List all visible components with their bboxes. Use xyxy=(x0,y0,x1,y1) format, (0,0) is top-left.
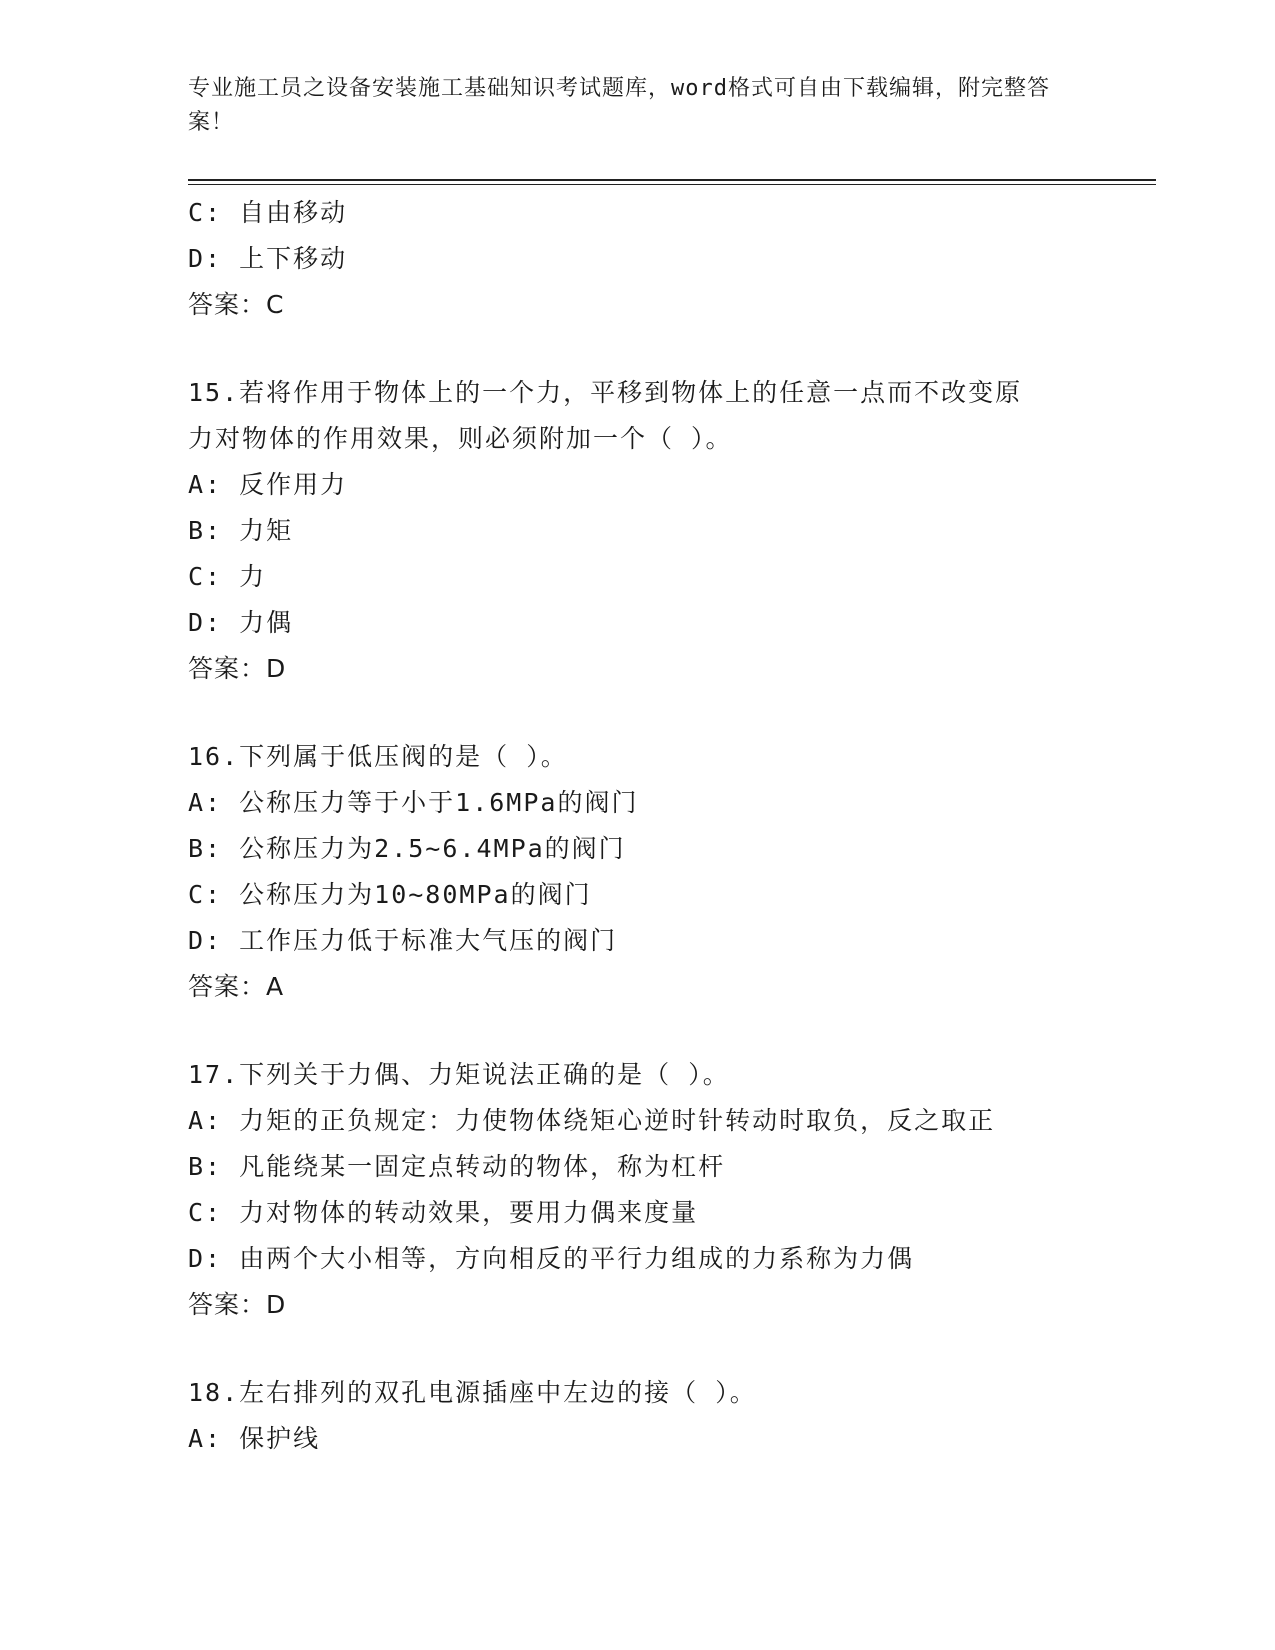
header-divider-thin xyxy=(188,184,1156,185)
question-text-line: 16.下列属于低压阀的是（ ）。 xyxy=(188,742,568,771)
question-text-line: A: 反作用力 xyxy=(188,470,348,499)
question-text-line: D: 由两个大小相等，方向相反的平行力组成的力系称为力偶 xyxy=(188,1244,915,1273)
question-text-line: D: 上下移动 xyxy=(188,244,348,273)
question-text-line: C: 力对物体的转动效果，要用力偶来度量 xyxy=(188,1198,699,1227)
question-text-line: 17.下列关于力偶、力矩说法正确的是（ ）。 xyxy=(188,1060,730,1089)
document-header xyxy=(188,72,1068,140)
question-text-line: A: 力矩的正负规定：力使物体绕矩心逆时针转动时取负，反之取正 xyxy=(188,1106,996,1135)
question-text-line: 力对物体的作用效果，则必须附加一个（ ）。 xyxy=(188,424,733,453)
answer-line: 答案：D xyxy=(188,1290,287,1319)
question-text-line: D: 工作压力低于标准大气压的阀门 xyxy=(188,926,618,955)
question-text-line: 15.若将作用于物体上的一个力，平移到物体上的任意一点而不改变原 xyxy=(188,378,1023,407)
question-text-line: 18.左右排列的双孔电源插座中左边的接（ ）。 xyxy=(188,1378,757,1407)
question-spacer xyxy=(188,1010,1088,1052)
question-text-line: A: 公称压力等于小于1.6MPa的阀门 xyxy=(188,788,639,817)
question-text-line: A: 保护线 xyxy=(188,1424,321,1453)
header-text: 专业施工员之设备安装施工基础知识考试题库，word格式可自由下载编辑，附完整答案！ xyxy=(188,76,1050,135)
header-divider-thick xyxy=(188,179,1156,181)
question-text-line: B: 力矩 xyxy=(188,516,294,545)
question-text-line: B: 凡能绕某一固定点转动的物体，称为杠杆 xyxy=(188,1152,726,1181)
question-spacer xyxy=(188,692,1088,734)
answer-line: 答案：D xyxy=(188,654,287,683)
answer-line: 答案：A xyxy=(188,972,285,1001)
question-list xyxy=(188,190,1088,1462)
question-text-line: C: 力 xyxy=(188,562,267,591)
question-text-line: D: 力偶 xyxy=(188,608,294,637)
question-text-line: B: 公称压力为2.5~6.4MPa的阀门 xyxy=(188,834,626,863)
question-text-line: C: 自由移动 xyxy=(188,198,348,227)
question-text-line: C: 公称压力为10~80MPa的阀门 xyxy=(188,880,592,909)
question-spacer xyxy=(188,1328,1088,1370)
question-spacer xyxy=(188,328,1088,370)
answer-line: 答案：C xyxy=(188,290,285,319)
